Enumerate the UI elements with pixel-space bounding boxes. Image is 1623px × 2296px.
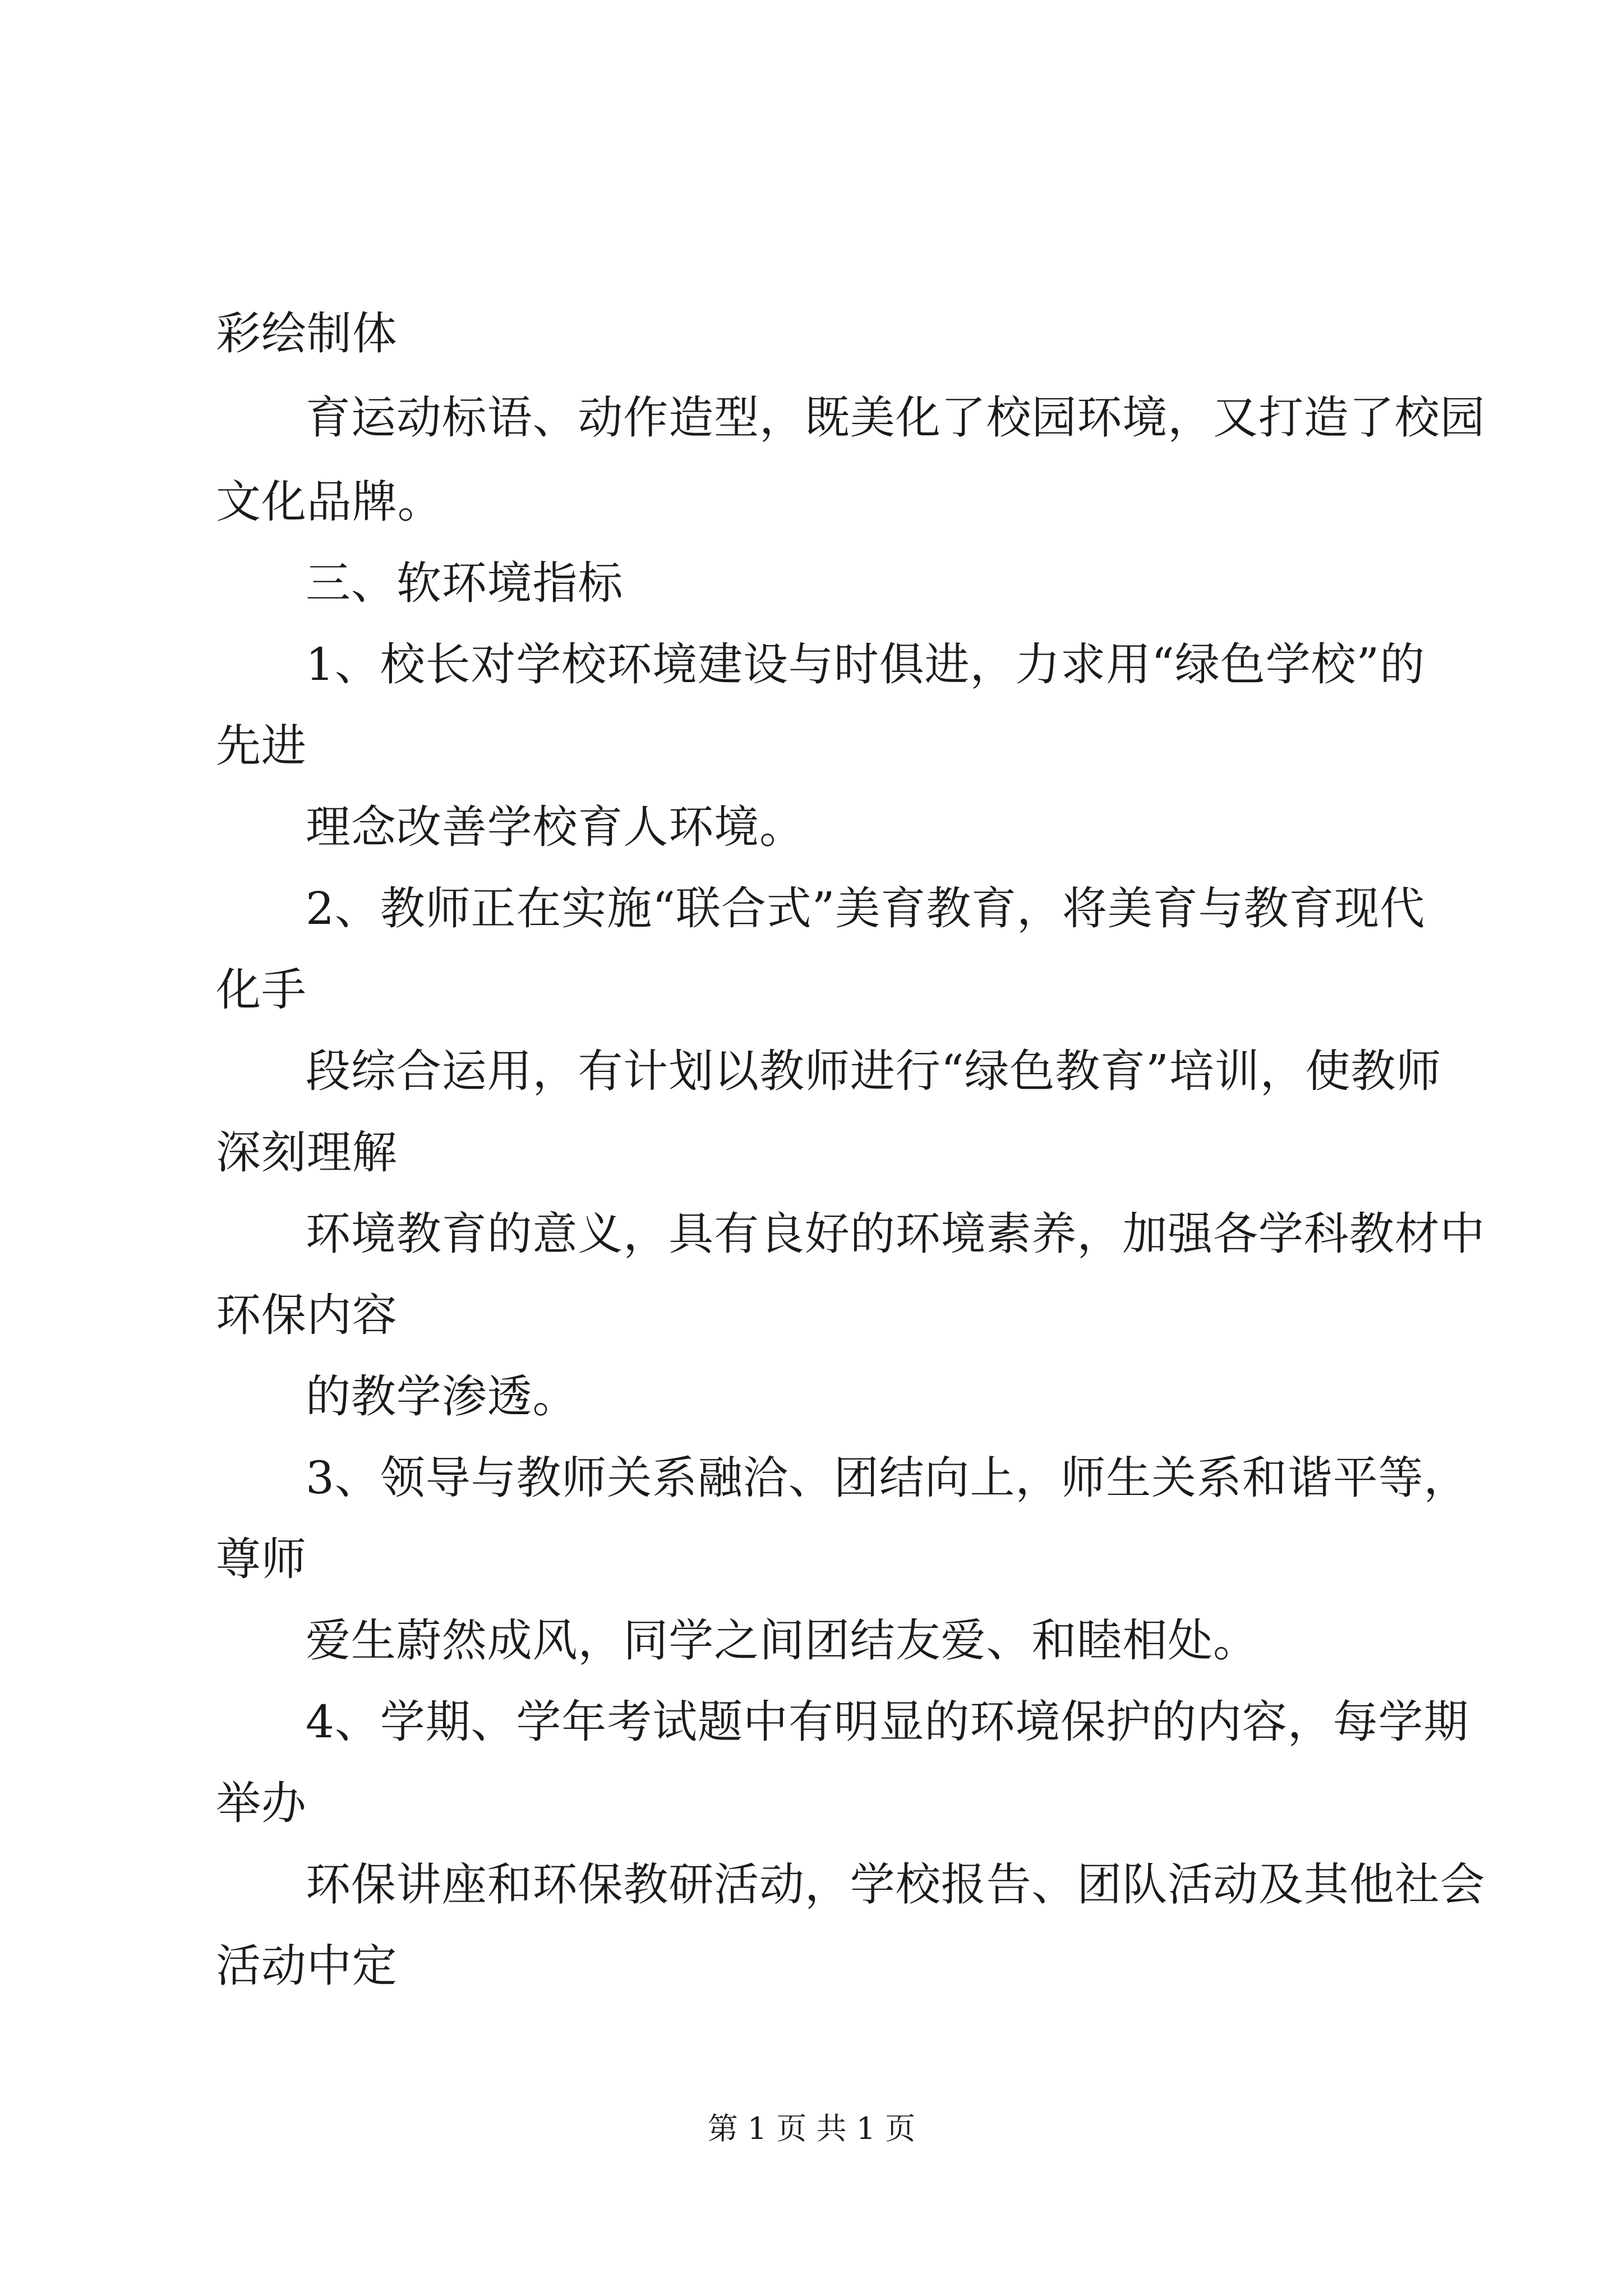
- text-line: 尊师: [216, 1533, 307, 1585]
- text-line: 理念改善学校育人环境。: [306, 801, 805, 853]
- text-line: 育运动标语、动作造型，既美化了校园环境，又打造了校园: [306, 392, 1486, 444]
- page-footer: 第 1 页 共 1 页: [707, 2111, 916, 2146]
- text-line: 2、教师正在实施“联合式”美育教育，将美育与教育现代: [306, 882, 1426, 935]
- text-line: 活动中定: [216, 1940, 398, 1992]
- section-heading: 三、软环境指标: [306, 557, 624, 609]
- text-line: 化手: [216, 964, 307, 1016]
- text-line: 的教学渗透。: [306, 1370, 578, 1423]
- text-line: 3、领导与教师关系融洽、团结向上，师生关系和谐平等，: [306, 1452, 1469, 1504]
- text-line: 举办: [216, 1777, 307, 1829]
- text-line: 深刻理解: [216, 1126, 398, 1179]
- text-line: 彩绘制体: [216, 307, 398, 360]
- text-line: 段综合运用，有计划以教师进行“绿色教育”培训，使教师: [306, 1045, 1442, 1097]
- text-line: 爱生蔚然成风，同学之间团结友爱、和睦相处。: [306, 1614, 1258, 1667]
- text-line: 1、校长对学校环境建设与时俱进，力求用“绿色学校”的: [306, 638, 1426, 691]
- text-line: 环保内容: [216, 1289, 398, 1341]
- text-line: 文化品牌。: [216, 476, 443, 528]
- text-line: 环境教育的意义，具有良好的环境素养，加强各学科教材中: [306, 1208, 1486, 1260]
- text-line: 先进: [216, 720, 307, 772]
- text-line: 4、学期、学年考试题中有明显的环境保护的内容，每学期: [306, 1696, 1469, 1748]
- text-line: 环保讲座和环保教研活动，学校报告、团队活动及其他社会: [306, 1858, 1486, 1911]
